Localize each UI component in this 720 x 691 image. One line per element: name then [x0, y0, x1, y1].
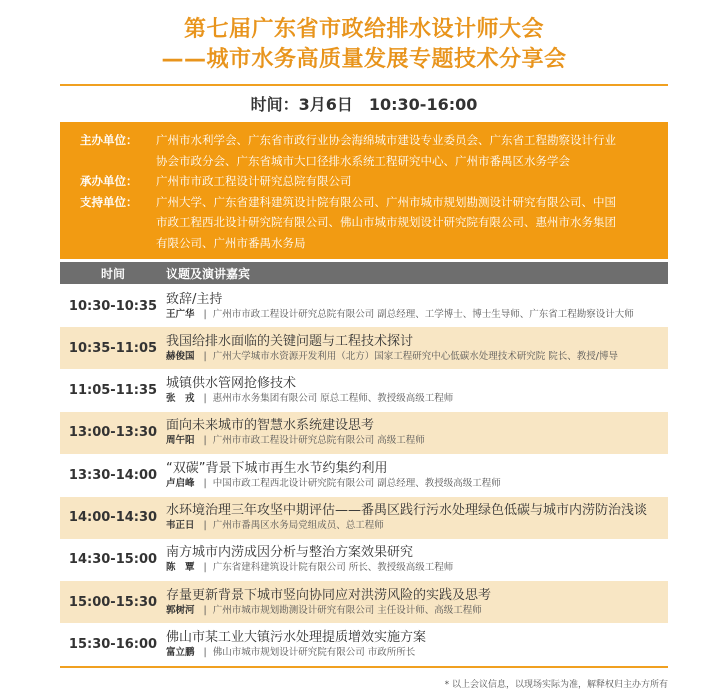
divider — [60, 84, 668, 86]
header-time: 时间 — [100, 266, 125, 281]
session-time: 14:30-15:00 — [68, 552, 158, 568]
session-time: 11:05-11:35 — [68, 383, 158, 399]
session-time: 15:30-16:00 — [68, 636, 158, 652]
session-time: 14:00-14:30 — [68, 510, 158, 525]
organizer-label: 支持单位： — [80, 194, 138, 209]
session-speaker — [166, 477, 501, 491]
organizer-line: 有限公司、广州市番禺水务局 — [156, 235, 306, 250]
session-speaker — [166, 350, 618, 364]
organizers-box — [60, 122, 668, 259]
session-row — [60, 581, 668, 623]
separator: | — [203, 604, 207, 616]
organizer-list — [156, 130, 616, 171]
session-details — [166, 291, 634, 322]
session-details — [166, 587, 491, 618]
organizer-line: 广州大学、广东省建科建筑设计院有限公司、广州市城市规划勘测设计研究有限公司、中国 — [156, 194, 616, 209]
session-topic: 面向未来城市的智慧水系统建设思考 — [166, 418, 375, 434]
separator: | — [203, 520, 207, 531]
session-topic: 水环境治理三年攻坚中期评估——番禺区践行污水处理绿色低碳与城市内涝防治浅谈 — [166, 503, 648, 518]
separator: | — [203, 562, 207, 574]
session-row — [60, 497, 668, 539]
speaker-name: 张 戎 — [166, 393, 195, 405]
speaker-name: 赫俊国 — [166, 350, 195, 362]
header-topic: 议题及演讲嘉宾 — [166, 266, 251, 281]
speaker-affiliation: 中国市政工程西北设计研究院有限公司 副总经理、教授级高级工程师 — [212, 477, 501, 489]
session-topic: 佛山市某工业大镇污水处理提质增效实施方案 — [166, 629, 427, 645]
session-topic: “双碳”背景下城市再生水节约集约利用 — [166, 460, 388, 476]
separator: | — [203, 646, 207, 658]
separator: | — [203, 393, 207, 405]
speaker-name: 周午阳 — [166, 435, 195, 447]
session-speaker — [166, 561, 453, 575]
separator: | — [203, 350, 207, 362]
speaker-name: 卢启峰 — [166, 477, 195, 489]
organizer-list — [156, 171, 352, 192]
speaker-affiliation: 广州市番禺区水务局党组成员、总工程师 — [212, 520, 384, 531]
speaker-affiliation: 佛山市城市规划设计研究院有限公司 市政所所长 — [212, 646, 416, 658]
speaker-name: 富立鹏 — [166, 646, 195, 658]
session-topic: 我国给排水面临的关键问题与工程技术探讨 — [166, 333, 414, 349]
separator: | — [203, 308, 207, 320]
session-topic: 南方城市内涝成因分析与整治方案效果研究 — [166, 545, 414, 561]
session-time: 15:00-15:30 — [68, 594, 158, 610]
title-line-2: ——城市水务高质量发展专题技术分享会 — [161, 47, 567, 72]
session-time: 13:30-14:00 — [68, 467, 158, 483]
event-time: 时间：3月6日 10:30-16:00 — [250, 95, 478, 114]
session-row — [60, 454, 668, 496]
separator: | — [203, 435, 207, 447]
table-header — [60, 262, 668, 284]
speaker-affiliation: 广州市市政工程设计研究总院有限公司 副总经理、工学博士、博士生导师、广东省工程勘察设计大师 — [212, 308, 634, 320]
title-line-1: 第七届广东省市政给排水设计师大会 — [183, 17, 544, 42]
speaker-affiliation: 惠州市水务集团有限公司 原总工程师、教授级高级工程师 — [212, 393, 454, 405]
session-speaker — [166, 392, 453, 406]
bottom-divider — [60, 666, 668, 668]
session-row — [60, 412, 668, 454]
organizer-line: 广州市市政工程设计研究总院有限公司 — [156, 174, 352, 188]
organizer-list — [156, 192, 616, 254]
organizer-row — [80, 130, 660, 171]
session-speaker — [166, 308, 634, 322]
organizer-label: 承办单位： — [80, 174, 138, 188]
session-row — [60, 327, 668, 369]
speaker-name: 陈 覃 — [166, 562, 195, 574]
speaker-affiliation: 广东省建科建筑设计院有限公司 所长、教授级高级工程师 — [212, 562, 454, 574]
session-topic: 致辞/主持 — [166, 291, 223, 307]
session-row — [60, 285, 668, 327]
session-speaker — [166, 434, 425, 448]
session-speaker — [166, 519, 647, 533]
organizer-line: 协会市政分会、广东省城市大口径排水系统工程研究中心、广州市番禺区水务学会 — [156, 153, 570, 168]
footnote: * 以上会议信息，以现场实际为准，解释权归主办方所有 — [444, 680, 668, 690]
session-details — [166, 460, 501, 491]
organizer-row — [80, 171, 660, 192]
session-details — [166, 544, 453, 575]
separator: | — [203, 477, 207, 489]
organizer-label: 主办单位： — [80, 133, 138, 147]
session-details — [166, 333, 618, 364]
session-speaker — [166, 646, 426, 660]
speaker-affiliation: 广州市市政工程设计研究总院有限公司 高级工程师 — [212, 435, 425, 447]
session-time: 13:00-13:30 — [68, 425, 158, 441]
speaker-name: 王广华 — [166, 308, 195, 320]
session-time: 10:30-10:35 — [68, 298, 158, 314]
session-row — [60, 623, 668, 665]
session-speaker — [166, 604, 491, 618]
session-time: 10:35-11:05 — [68, 340, 158, 356]
speaker-affiliation: 广州市城市规划勘测设计研究有限公司 主任设计师、高级工程师 — [212, 604, 482, 616]
session-row — [60, 539, 668, 581]
session-details — [166, 375, 453, 406]
session-details — [166, 417, 425, 448]
speaker-affiliation: 广州大学城市水资源开发利用（北方）国家工程研究中心低碳水处理技术研究院 院长、教授/博导 — [212, 350, 618, 362]
session-row — [60, 370, 668, 412]
organizer-line: 广州市水利学会、广东省市政行业协会海绵城市建设专业委员会、广东省工程勘察设计行业 — [156, 133, 616, 147]
organizer-row — [80, 192, 660, 254]
session-details — [166, 502, 647, 533]
speaker-name: 郭树河 — [166, 604, 195, 616]
session-topic: 城镇供水管网抢修技术 — [166, 376, 297, 392]
session-topic: 存量更新背景下城市竖向协同应对洪涝风险的实践及思考 — [166, 587, 492, 603]
session-details — [166, 629, 426, 660]
speaker-name: 韦正日 — [166, 520, 195, 531]
organizer-line: 市政工程西北设计研究院有限公司、佛山市城市规划设计研究院有限公司、惠州市水务集团 — [156, 215, 616, 229]
